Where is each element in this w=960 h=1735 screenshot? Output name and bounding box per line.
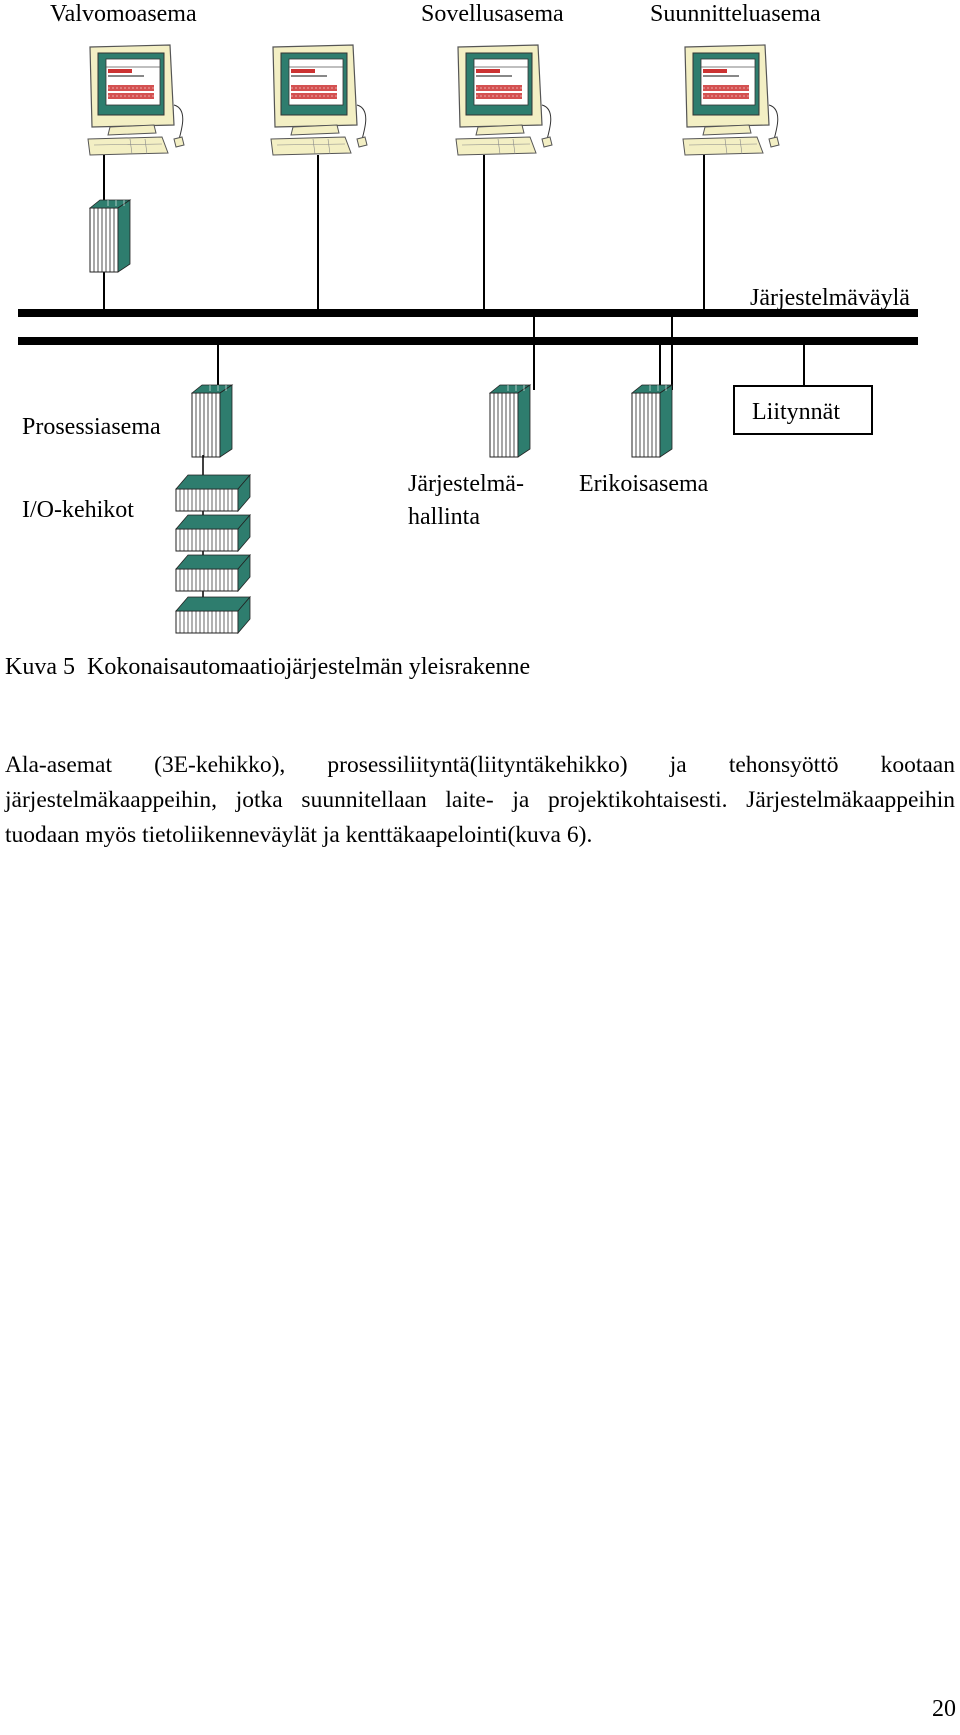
label-suunnitteluasema: Suunnitteluasema: [650, 1, 821, 27]
io-rack-icon: [176, 597, 250, 633]
label-bus: Järjestelmäväylä: [750, 285, 910, 311]
label-io-racks: I/O-kehikot: [22, 497, 134, 523]
label-system-management-2: hallinta: [408, 504, 480, 530]
label-system-management-1: Järjestelmä-: [408, 471, 524, 497]
workstation-icon: [456, 45, 552, 155]
system-management-cabinet-icon: [490, 385, 530, 457]
io-rack-icon: [176, 475, 250, 511]
cabinet-icon: [90, 200, 130, 272]
body-paragraph: Ala-asemat (3E-kehikko), prosessiliityntä(liityntäkehikko) ja tehonsyöttö kootaan järjestelmäkaappeihin, jotka suunnitellaan laite- ja projektikohtaisesti. Järjestelmäkaappeihin tuodaan myös tietoliikenneväylät ja kenttäkaapelointi(kuva 6).: [5, 752, 955, 848]
label-interfaces: Liitynnät: [752, 399, 840, 425]
label-sovellusasema: Sovellusasema: [421, 1, 564, 27]
process-station-cabinet-icon: [192, 385, 232, 457]
workstation-icon: [683, 45, 779, 155]
label-special-station: Erikoisasema: [579, 471, 709, 497]
io-rack-icon: [176, 515, 250, 551]
page-number: 20: [932, 1696, 956, 1722]
label-valvomoasema: Valvomoasema: [50, 1, 197, 27]
io-rack-icon: [176, 555, 250, 591]
figure-number: Kuva 5: [5, 654, 75, 680]
system-bus-bottom: [18, 337, 918, 345]
figure-caption: [5, 653, 530, 681]
special-station-cabinet-icon: [632, 385, 672, 457]
system-architecture-diagram: [0, 0, 960, 640]
workstation-icon: [88, 45, 184, 155]
label-process-station: Prosessiasema: [22, 414, 161, 440]
figure-title: Kokonaisautomaatiojärjestelmän yleisrakenne: [86, 654, 531, 680]
workstation-icon: [271, 45, 367, 155]
